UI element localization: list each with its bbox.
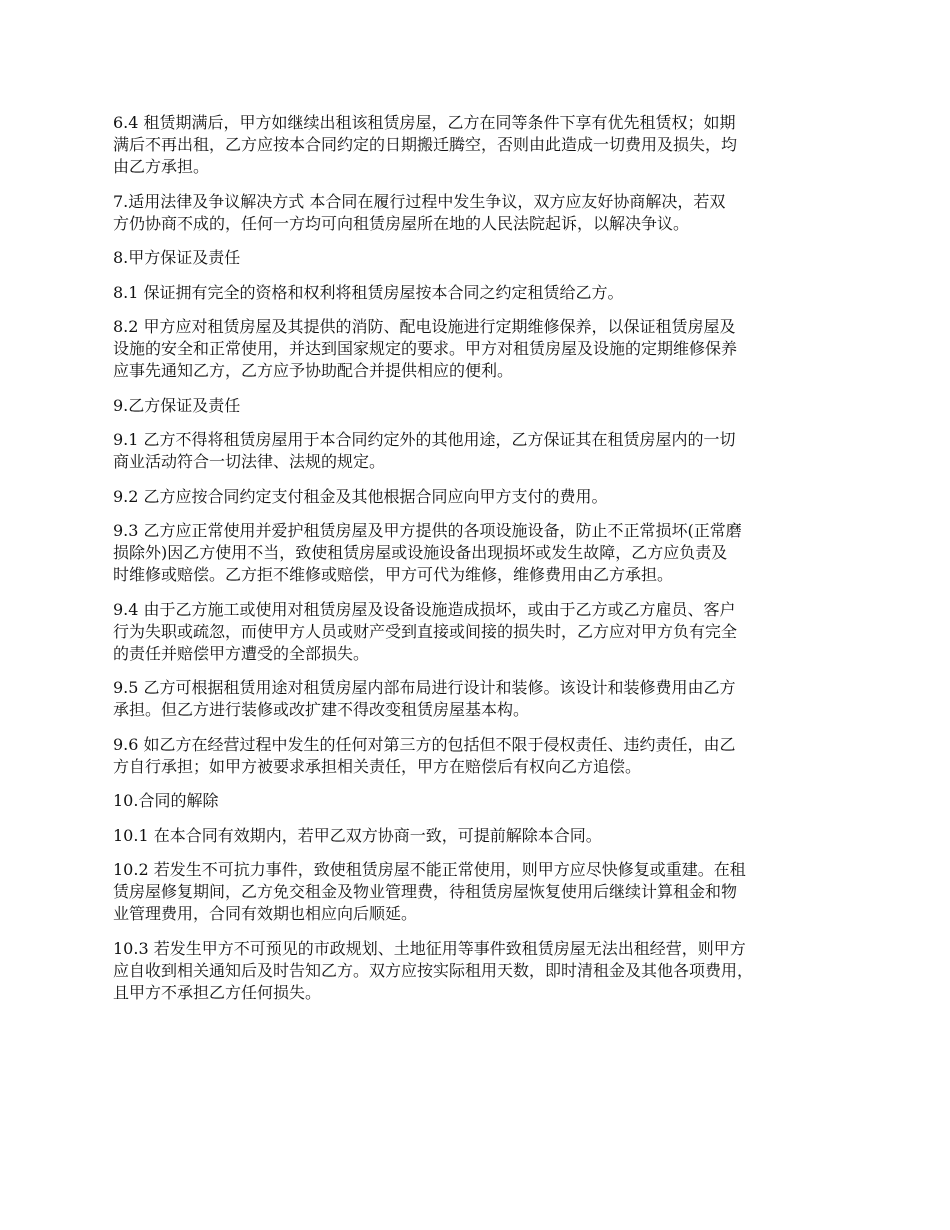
- clause-7: [113, 191, 853, 235]
- section-heading-10: [113, 790, 853, 812]
- clause-9-3: [113, 520, 853, 586]
- text-line: 时维修或赔偿。乙方拒不维修或赔偿，甲方可代为维修，维修费用由乙方承担。: [113, 565, 674, 584]
- text-line: 8.1 保证拥有完全的资格和权利将租赁房屋按本合同之约定租赁给乙方。: [113, 282, 624, 302]
- text-line: 9.5 乙方可根据租赁用途对租赁房屋内部布局进行设计和装修。该设计和装修费用由乙方: [113, 678, 736, 697]
- text-line: 9.乙方保证及责任: [113, 395, 241, 415]
- text-line: 9.3 乙方应正常使用并爱护租赁房屋及甲方提供的各项设施设备，防止不正常损坏(正常磨: [113, 521, 742, 540]
- text-line: 方自行承担；如甲方被要求承担相关责任，甲方在赔偿后有权向乙方追偿。: [113, 756, 642, 776]
- text-line: 7.适用法律及争议解决方式 本合同在履行过程中发生争议，双方应友好协商解决，若双: [113, 191, 726, 211]
- text-line: 8.甲方保证及责任: [113, 248, 241, 267]
- clause-9-4: [113, 599, 853, 665]
- text-line: 10.2 若发生不可抗力事件，致使租赁房屋不能正常使用，则甲方应尽快修复或重建。在租: [113, 860, 746, 879]
- clause-8-1: [113, 282, 853, 304]
- clause-9-1: [113, 429, 853, 473]
- text-line: 承担。但乙方进行装修或改扩建不得改变租赁房屋基本构。: [113, 700, 530, 719]
- text-line: 10.3 若发生甲方不可预见的市政规划、土地征用等事件致租赁房屋无法出租经营，则甲方: [113, 938, 746, 958]
- text-line: 9.1 乙方不得将租赁房屋用于本合同约定外的其他用途，乙方保证其在租赁房屋内的一切: [113, 430, 736, 449]
- section-heading-9: [113, 395, 853, 417]
- document-body: [113, 112, 853, 1016]
- clause-9-6: [113, 734, 853, 778]
- text-line: 设施的安全和正常使用，并达到国家规定的要求。甲方对租赁房屋及设施的定期维修保养: [113, 339, 738, 358]
- text-line: 6.4 租赁期满后，甲方如继续出租该租赁房屋，乙方在同等条件下享有优先租赁权；如期: [113, 113, 736, 132]
- section-heading-8: [113, 247, 853, 269]
- text-line: 9.6 如乙方在经营过程中发生的任何对第三方的包括但不限于侵权责任、违约责任，由乙: [113, 734, 736, 754]
- text-line: 满后不再出租，乙方应按本合同约定的日期搬迁腾空，否则由此造成一切费用及损失，均: [113, 135, 738, 154]
- text-line: 业管理费用，合同有效期也相应向后顺延。: [113, 904, 418, 923]
- clause-10-2: [113, 859, 853, 925]
- text-line: 9.2 乙方应按合同约定支付租金及其他根据合同应向甲方支付的费用。: [113, 486, 608, 506]
- text-line: 由乙方承担。: [113, 157, 210, 176]
- text-line: 应自收到相关通知后及时告知乙方。双方应按实际租用天数，即时清租金及其他各项费用，: [113, 960, 754, 980]
- text-line: 10.1 在本合同有效期内，若甲乙双方协商一致，可提前解除本合同。: [113, 825, 602, 845]
- text-line: 9.4 由于乙方施工或使用对租赁房屋及设备设施造成损坏，或由于乙方或乙方雇员、客户: [113, 599, 736, 619]
- clause-9-2: [113, 486, 853, 508]
- text-line: 应事先通知乙方，乙方应予协助配合并提供相应的便利。: [113, 361, 514, 380]
- text-line: 赁房屋修复期间，乙方免交租金及物业管理费，待租赁房屋恢复使用后继续计算租金和物: [113, 882, 738, 901]
- text-line: 且甲方不承担乙方任何损失。: [113, 982, 322, 1002]
- clause-8-2: [113, 316, 853, 382]
- text-line: 行为失职或疏忽，而使甲方人员或财产受到直接或间接的损失时，乙方应对甲方负有完全: [113, 621, 738, 641]
- clause-9-5: [113, 677, 853, 721]
- clause-6-4: [113, 112, 853, 178]
- text-line: 10.合同的解除: [113, 791, 219, 810]
- text-line: 的责任并赔偿甲方遭受的全部损失。: [113, 643, 370, 663]
- clause-10-3: [113, 938, 853, 1004]
- text-line: 商业活动符合一切法律、法规的规定。: [113, 452, 386, 471]
- text-line: 方仍协商不成的，任何一方均可向租赁房屋所在地的人民法院起诉，以解决争议。: [113, 213, 690, 233]
- text-line: 损除外)因乙方使用不当，致使租赁房屋或设施设备出现损坏或发生故障，乙方应负责及: [113, 543, 728, 562]
- clause-10-1: [113, 825, 853, 847]
- text-line: 8.2 甲方应对租赁房屋及其提供的消防、配电设施进行定期维修保养，以保证租赁房屋及: [113, 317, 736, 336]
